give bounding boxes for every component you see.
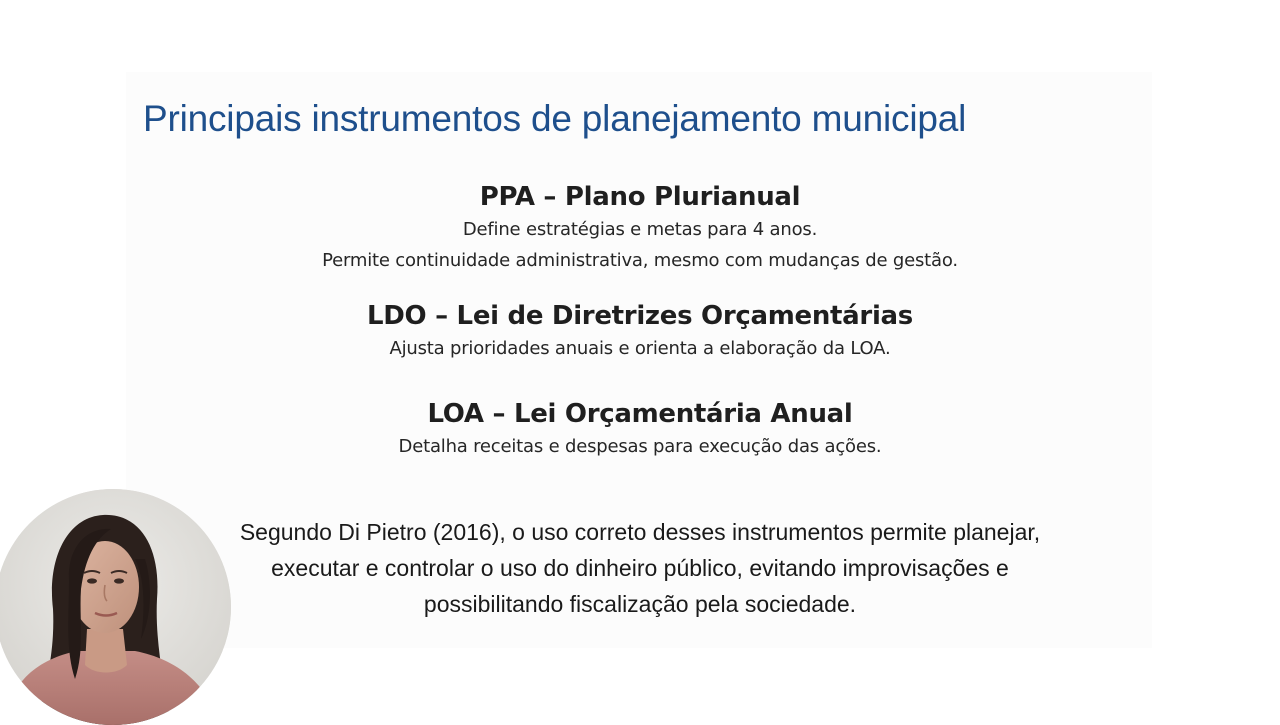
section-loa-line-1: Detalha receitas e despesas para execução das ações. [398, 436, 882, 457]
citation-line-3: possibilitando fiscalização pela sociedade. [423, 591, 857, 617]
section-ppa [140, 180, 1140, 276]
citation-line-1: Segundo Di Pietro (2016), o uso correto desses instrumentos permite planejar, [239, 519, 1041, 545]
section-ppa-line-2: Permite continuidade administrativa, mesmo com mudanças de gestão. [322, 250, 958, 271]
section-loa [140, 397, 1140, 462]
section-ldo-line-1: Ajusta prioridades anuais e orienta a elaboração da LOA. [389, 338, 891, 359]
section-ldo [140, 299, 1140, 364]
section-heading-ppa: PPA – Plano Plurianual [479, 182, 801, 212]
presenter-webcam [0, 489, 231, 725]
citation-line-2: executar e controlar o uso do dinheiro público, evitando improvisações e [271, 555, 1009, 581]
citation-paragraph [140, 514, 1140, 622]
slide-title: Principais instrumentos de planejamento municipal [143, 98, 967, 139]
section-heading-ldo: LDO – Lei de Diretrizes Orçamentárias [367, 301, 913, 331]
presenter-video-icon [0, 489, 231, 725]
section-heading-loa: LOA – Lei Orçamentária Anual [427, 399, 853, 429]
section-ppa-line-1: Define estratégias e metas para 4 anos. [462, 219, 818, 240]
